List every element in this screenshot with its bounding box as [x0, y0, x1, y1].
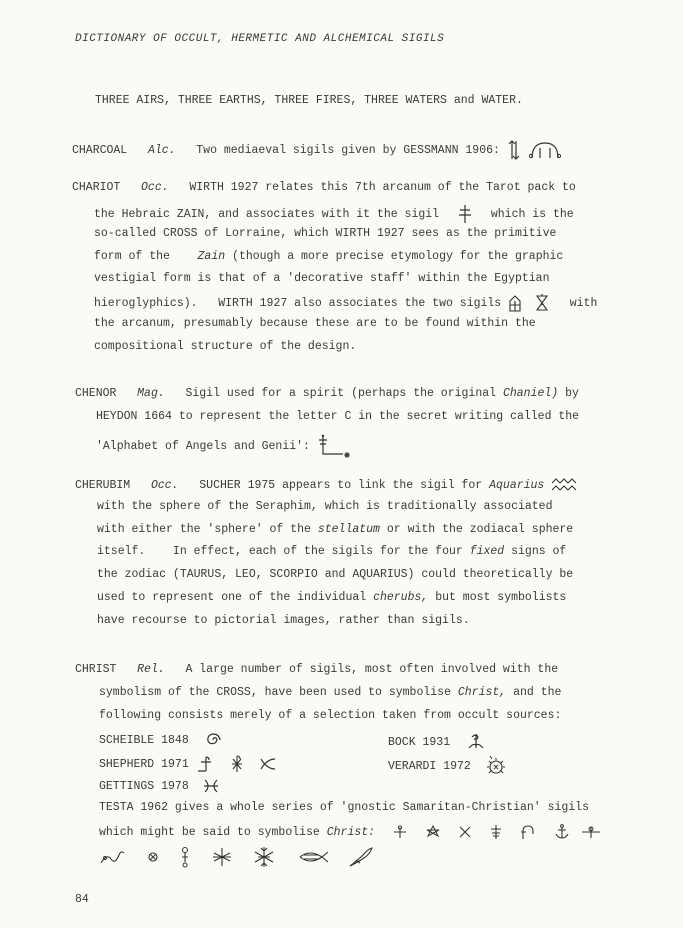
text-span: Zain [197, 250, 226, 263]
source-gettings [99, 778, 220, 794]
source-label: VERARDI 1972 [388, 760, 471, 774]
text-span: A large number of sigils, most often involved with the [185, 663, 559, 676]
sigil-fish-icon [259, 757, 277, 771]
text-line: TESTA 1962 gives a whole series of 'gnostic Samaritan-Christian' sigils [99, 801, 589, 814]
text-span: Aquarius [489, 479, 545, 493]
sigil-cross-lorraine-icon [458, 204, 472, 224]
text-span: and the [513, 686, 562, 699]
text-span: Chaniel) [502, 387, 559, 400]
text-line: vestigial form is that of a 'decorative staff' within the Egyptian [94, 272, 550, 285]
text-line [96, 434, 353, 458]
running-header: DICTIONARY OF OCCULT, HERMETIC AND ALCHEMICAL SIGILS [75, 33, 445, 45]
sigil-hourglass-icon [535, 294, 549, 312]
source-label: GETTINGS 1978 [99, 780, 189, 794]
text-line: HEYDON 1664 to represent the letter C in the secret writing called the [96, 410, 580, 423]
text-span: 'Alphabet of Angels and Genii': [96, 440, 310, 454]
sigil-row [99, 846, 374, 870]
text-span: with [569, 297, 598, 311]
source-shepherd [99, 755, 277, 773]
sigil-chi-rho-icon [465, 732, 487, 752]
entry-term: CHENOR [75, 387, 117, 400]
sigil-spiral-icon [204, 732, 222, 748]
sigil-anchor-icon [553, 824, 571, 840]
sigil-star-cross-icon [425, 825, 441, 839]
sigil-x-cross-icon [458, 825, 472, 839]
text-line [99, 686, 561, 700]
source-label: BOCK 1931 [388, 736, 451, 750]
text-line [97, 545, 566, 559]
source-scheible [99, 732, 222, 748]
text-span: form of the [94, 250, 170, 263]
entry-term: CHRIST [75, 663, 117, 676]
text-line [99, 824, 601, 840]
text-line: with the sphere of the Seraphim, which is traditionally associated [97, 500, 553, 513]
sigil-arch-icon [528, 139, 562, 161]
sigil-quill-icon [348, 846, 374, 868]
aquarius-icon [551, 478, 577, 492]
source-bock [388, 732, 487, 752]
text-span: used to represent one of the individual [97, 591, 367, 604]
page-number: 84 [75, 893, 89, 906]
text-span: the Hebraic ZAIN, and associates with it the sigil [94, 208, 440, 222]
sigil-arch-cross-icon [520, 824, 536, 840]
text-span: but most symbolists [435, 591, 567, 604]
sigil-arrows-icon [507, 139, 521, 161]
text-span: WIRTH 1927 also associates the two sigils [218, 297, 502, 311]
sigil-chi-rho-cross-icon [229, 755, 245, 773]
entry-cherubim [75, 478, 577, 493]
intro-line: THREE AIRS, THREE EARTHS, THREE FIRES, THREE WATERS and WATER. [95, 94, 523, 107]
entry-text: Two mediaeval sigils given by GESSMANN 1906: [196, 144, 500, 158]
entry-chenor [75, 387, 579, 401]
text-span: fixed [469, 545, 505, 558]
text-line: compositional structure of the design. [94, 340, 357, 353]
entry-tag: Mag. [137, 387, 165, 400]
sigil-pisces-icon [202, 778, 220, 794]
sigil-fish-symbol-icon [298, 849, 330, 865]
entry-term: CHERUBIM [75, 479, 131, 493]
sigil-staff-cross-icon [196, 755, 216, 773]
text-line: have recourse to pictorial images, rather than sigils. [97, 614, 470, 627]
source-label: SHEPHERD 1971 [99, 758, 189, 772]
entry-christ [75, 663, 558, 677]
text-span: signs of [511, 545, 567, 558]
entry-charcoal [72, 139, 562, 161]
text-line [97, 523, 573, 537]
sigil-radiant-circle-icon [484, 755, 508, 777]
text-line: WIRTH 1927 relates this 7th arcanum of the Tarot pack to [189, 181, 576, 194]
text-line [94, 294, 597, 312]
text-span: Christ: [326, 826, 376, 840]
entry-chariot [72, 181, 576, 195]
sigil-angelic-c-icon [317, 434, 353, 458]
entry-tag: Alc. [147, 144, 176, 158]
text-line [94, 204, 574, 224]
text-span: In effect, each of the sigils for the four [172, 545, 463, 558]
sigil-ring-cross-icon [581, 825, 601, 839]
text-span: which might be said to symbolise [99, 826, 320, 840]
text-line: so-called CROSS of Lorraine, which WIRTH 1927 sees as the primitive [94, 227, 557, 240]
source-label: SCHEIBLE 1848 [99, 734, 189, 748]
text-span: by [565, 387, 579, 400]
text-span: Sigil used for a spirit (perhaps the original [185, 387, 497, 400]
text-span: which is the [490, 208, 574, 222]
entry-tag: Rel. [137, 663, 165, 676]
text-line: the arcanum, presumably because these are to be found within the [94, 317, 536, 330]
sigil-asterisk-icon [212, 847, 232, 867]
sigil-serpent-icon [99, 847, 125, 867]
sigil-house-icon [508, 294, 522, 312]
entry-tag: Occ. [150, 479, 179, 493]
sigil-ankh-cross-icon [392, 825, 408, 839]
sigil-snowflake-icon [253, 846, 275, 868]
text-line [94, 250, 563, 264]
text-span: (though a more precise etymology for the graphic [232, 250, 564, 263]
entry-term: CHARCOAL [72, 144, 128, 158]
entry-tag: Occ. [141, 181, 169, 194]
entry-term: CHARIOT [72, 181, 121, 194]
text-line: the zodiac (TAURUS, LEO, SCORPIO and AQUARIUS) could theoretically be [97, 568, 574, 581]
text-span: SUCHER 1975 appears to link the sigil for [199, 479, 483, 493]
source-verardi [388, 755, 508, 777]
text-span: stellatum [317, 523, 380, 536]
text-span: symbolism of the CROSS, have been used to symbolise [99, 686, 451, 699]
text-span: cherubs, [373, 591, 429, 604]
text-line [97, 591, 566, 605]
text-line: following consists merely of a selection taken from occult sources: [99, 709, 562, 722]
sigil-venus-staff-icon [179, 846, 191, 868]
text-span: itself. [97, 545, 146, 558]
text-span: hieroglyphics). [94, 297, 198, 311]
text-span: or with the zodiacal sphere [386, 523, 574, 536]
sigil-rho-cross-icon [489, 824, 503, 840]
text-span: Christ, [457, 686, 507, 699]
text-span: with either the 'sphere' of the [97, 523, 311, 536]
sigil-circled-cross-icon [146, 850, 160, 864]
